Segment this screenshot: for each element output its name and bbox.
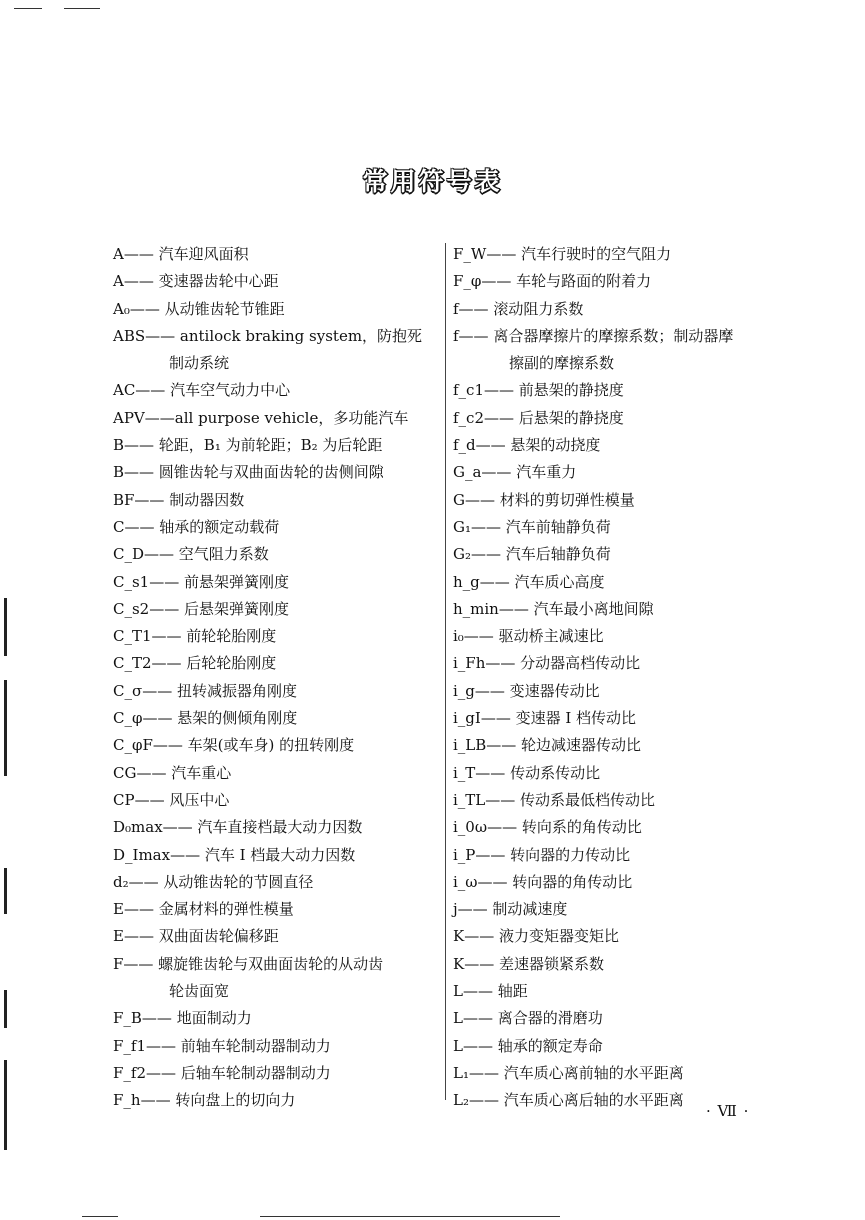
left-binding-mark xyxy=(4,990,7,1028)
left-binding-mark xyxy=(4,680,7,776)
symbol-entry xyxy=(113,951,438,1006)
symbol-entry xyxy=(453,760,793,787)
left-binding-mark xyxy=(4,598,7,656)
symbol-definition: i_LB—— 轮边减速器传动比 xyxy=(453,736,642,755)
symbol-entry xyxy=(453,487,793,514)
symbol-definition: L—— 轴距 xyxy=(453,982,528,1001)
symbol-definition: C_φF—— 车架(或车身) 的扭转刚度 xyxy=(113,736,355,755)
symbol-definition-continuation: 轮齿面宽 xyxy=(169,982,230,1001)
symbol-entry xyxy=(113,705,438,732)
symbol-definition: F_W—— 汽车行驶时的空气阻力 xyxy=(453,245,672,263)
symbol-definition: E—— 金属材料的弹性模量 xyxy=(113,900,294,919)
symbol-entry xyxy=(113,842,438,869)
symbol-definition-continuation: 擦副的摩擦系数 xyxy=(509,354,615,373)
symbol-definition: D₀max—— 汽车直接档最大动力因数 xyxy=(113,818,363,837)
symbol-definition: CG—— 汽车重心 xyxy=(113,763,232,782)
symbol-entry xyxy=(113,760,438,787)
symbol-definition: h_min—— 汽车最小离地间隙 xyxy=(453,599,654,618)
symbol-entry xyxy=(113,596,438,623)
symbol-entry xyxy=(453,405,793,432)
symbol-entry xyxy=(113,896,438,923)
symbol-entry xyxy=(453,1060,793,1087)
symbol-definition: C_φ—— 悬架的侧倾角刚度 xyxy=(113,709,298,728)
symbol-entry xyxy=(453,596,793,623)
symbol-entry xyxy=(113,296,438,323)
symbol-entry xyxy=(453,459,793,486)
symbol-entry xyxy=(113,787,438,814)
symbol-entry xyxy=(453,650,793,677)
symbol-definition: L—— 离合器的滑磨功 xyxy=(453,1009,603,1028)
symbol-definition: E—— 双曲面齿轮偏移距 xyxy=(113,927,279,946)
left-binding-mark xyxy=(4,1060,7,1150)
symbol-definition: i_Fh—— 分动器高档传动比 xyxy=(453,654,641,673)
symbol-entry xyxy=(113,678,438,705)
symbol-definition: C_σ—— 扭转减振器角刚度 xyxy=(113,681,297,700)
symbol-definition: K—— 差速器锁紧系数 xyxy=(453,954,604,973)
symbol-entry xyxy=(113,569,438,596)
symbol-entry xyxy=(453,978,793,1005)
symbol-entry xyxy=(113,459,438,486)
symbol-definition: i₀—— 驱动桥主减速比 xyxy=(453,627,604,646)
symbol-definition: L—— 轴承的额定寿命 xyxy=(453,1036,603,1055)
symbol-definition: ABS—— antilock braking system，防抱死 xyxy=(113,326,423,345)
symbol-definition: B—— 轮距，B₁ 为前轮距；B₂ 为后轮距 xyxy=(113,436,383,455)
symbol-definition: K—— 液力变矩器变矩比 xyxy=(453,927,619,946)
symbol-definition: f_c2—— 后悬架的静挠度 xyxy=(453,408,624,427)
bottom-edge-line xyxy=(82,1216,118,1217)
symbol-definition: f_c1—— 前悬架的静挠度 xyxy=(453,381,624,400)
symbol-entry xyxy=(453,241,793,268)
symbol-list-right xyxy=(453,241,793,1115)
symbol-definition: F_h—— 转向盘上的切向力 xyxy=(113,1091,296,1110)
symbol-definition: C_T2—— 后轮轮胎刚度 xyxy=(113,654,277,673)
symbol-entry xyxy=(113,1087,438,1114)
symbol-definition: APV——all purpose vehicle，多功能汽车 xyxy=(113,408,409,427)
symbol-entry xyxy=(453,951,793,978)
symbol-entry xyxy=(113,869,438,896)
top-edge-line xyxy=(64,8,100,9)
symbol-entry xyxy=(453,1005,793,1032)
symbol-definition-continuation: 制动系统 xyxy=(169,354,230,373)
top-edge-line xyxy=(14,8,42,9)
symbol-definition: B—— 圆锥齿轮与双曲面齿轮的齿侧间隙 xyxy=(113,463,384,482)
symbol-entry xyxy=(453,678,793,705)
symbol-entry xyxy=(453,923,793,950)
symbol-entry xyxy=(453,432,793,459)
symbol-definition: A—— 变速器齿轮中心距 xyxy=(113,272,279,291)
symbol-entry xyxy=(453,842,793,869)
symbol-definition: d₂—— 从动锥齿轮的节圆直径 xyxy=(113,872,314,891)
symbol-definition: F_B—— 地面制动力 xyxy=(113,1009,252,1028)
symbol-entry xyxy=(453,268,793,295)
symbol-definition: F_f2—— 后轴车轮制动器制动力 xyxy=(113,1063,331,1082)
symbol-entry xyxy=(113,487,438,514)
symbol-entry xyxy=(453,787,793,814)
symbol-entry xyxy=(113,541,438,568)
symbol-entry xyxy=(113,1005,438,1032)
page-title: 常用符号表 xyxy=(362,167,503,196)
symbol-entry xyxy=(453,896,793,923)
symbol-entry xyxy=(113,1033,438,1060)
symbol-entry xyxy=(113,268,438,295)
symbol-entry xyxy=(113,514,438,541)
symbol-entry xyxy=(113,241,438,268)
symbol-entry xyxy=(113,405,438,432)
symbol-definition: AC—— 汽车空气动力中心 xyxy=(113,381,291,400)
symbol-definition: i_TL—— 传动系最低档传动比 xyxy=(453,790,656,809)
symbol-entry xyxy=(453,814,793,841)
left-binding-mark xyxy=(4,868,7,914)
symbol-entry xyxy=(453,623,793,650)
symbol-definition: C_D—— 空气阻力系数 xyxy=(113,545,269,564)
symbol-definition: C_s1—— 前悬架弹簧刚度 xyxy=(113,572,289,591)
symbol-definition: G₁—— 汽车前轴静负荷 xyxy=(453,517,611,536)
symbol-definition: A₀—— 从动锥齿轮节锥距 xyxy=(113,299,285,318)
symbol-entry xyxy=(453,1033,793,1060)
symbol-definition: F—— 螺旋锥齿轮与双曲面齿轮的从动齿 xyxy=(113,954,384,973)
symbol-entry xyxy=(113,432,438,459)
column-divider xyxy=(445,243,446,1100)
symbol-definition: F_φ—— 车轮与路面的附着力 xyxy=(453,272,652,291)
symbol-definition: i_ω—— 转向器的角传动比 xyxy=(453,872,633,891)
symbol-entry xyxy=(113,1060,438,1087)
symbol-definition: f—— 离合器摩擦片的摩擦系数；制动器摩 xyxy=(453,326,734,345)
symbol-definition: f—— 滚动阻力系数 xyxy=(453,299,584,318)
symbol-entry xyxy=(113,623,438,650)
symbol-definition: i_gⅠ—— 变速器 Ⅰ 档传动比 xyxy=(453,709,637,728)
symbol-entry xyxy=(453,732,793,759)
symbol-definition: i_P—— 转向器的力传动比 xyxy=(453,845,631,864)
bottom-edge-line xyxy=(260,1216,560,1217)
symbol-entry xyxy=(113,923,438,950)
symbol-entry xyxy=(113,323,438,378)
symbol-entry xyxy=(113,814,438,841)
symbol-entry xyxy=(453,514,793,541)
symbol-definition: G_a—— 汽车重力 xyxy=(453,463,577,482)
symbol-definition: i_T—— 传动系传动比 xyxy=(453,763,601,782)
symbol-entry xyxy=(113,377,438,404)
symbol-definition: i_0ω—— 转向系的角传动比 xyxy=(453,818,642,837)
symbol-definition: f_d—— 悬架的动挠度 xyxy=(453,436,601,455)
symbol-definition: h_g—— 汽车质心高度 xyxy=(453,572,605,591)
symbol-list-left xyxy=(113,241,438,1115)
symbol-definition: G—— 材料的剪切弹性模量 xyxy=(453,490,635,509)
symbol-definition: CP—— 风压中心 xyxy=(113,790,230,809)
symbol-entry xyxy=(453,869,793,896)
symbol-definition: BF—— 制动器因数 xyxy=(113,490,245,509)
symbol-entry xyxy=(113,732,438,759)
symbol-entry xyxy=(453,569,793,596)
symbol-definition: D_Imax—— 汽车 Ⅰ 档最大动力因数 xyxy=(113,845,356,864)
symbol-definition: i_g—— 变速器传动比 xyxy=(453,681,600,700)
symbol-entry xyxy=(453,323,793,378)
symbol-definition: L₁—— 汽车质心离前轴的水平距离 xyxy=(453,1063,684,1082)
symbol-definition: L₂—— 汽车质心离后轴的水平距离 xyxy=(453,1091,684,1110)
symbol-entry xyxy=(113,650,438,677)
page-number: · Ⅶ · xyxy=(706,1102,750,1120)
symbol-definition: j—— 制动减速度 xyxy=(453,900,568,919)
symbol-definition: G₂—— 汽车后轴静负荷 xyxy=(453,545,611,564)
symbol-definition: C—— 轴承的额定动载荷 xyxy=(113,517,280,536)
symbol-definition: C_s2—— 后悬架弹簧刚度 xyxy=(113,599,289,618)
symbol-entry xyxy=(453,296,793,323)
symbol-entry xyxy=(453,541,793,568)
symbol-entry xyxy=(453,377,793,404)
symbol-definition: C_T1—— 前轮轮胎刚度 xyxy=(113,627,277,646)
symbol-entry xyxy=(453,705,793,732)
symbol-definition: F_f1—— 前轴车轮制动器制动力 xyxy=(113,1036,331,1055)
symbol-definition: A—— 汽车迎风面积 xyxy=(113,245,249,263)
